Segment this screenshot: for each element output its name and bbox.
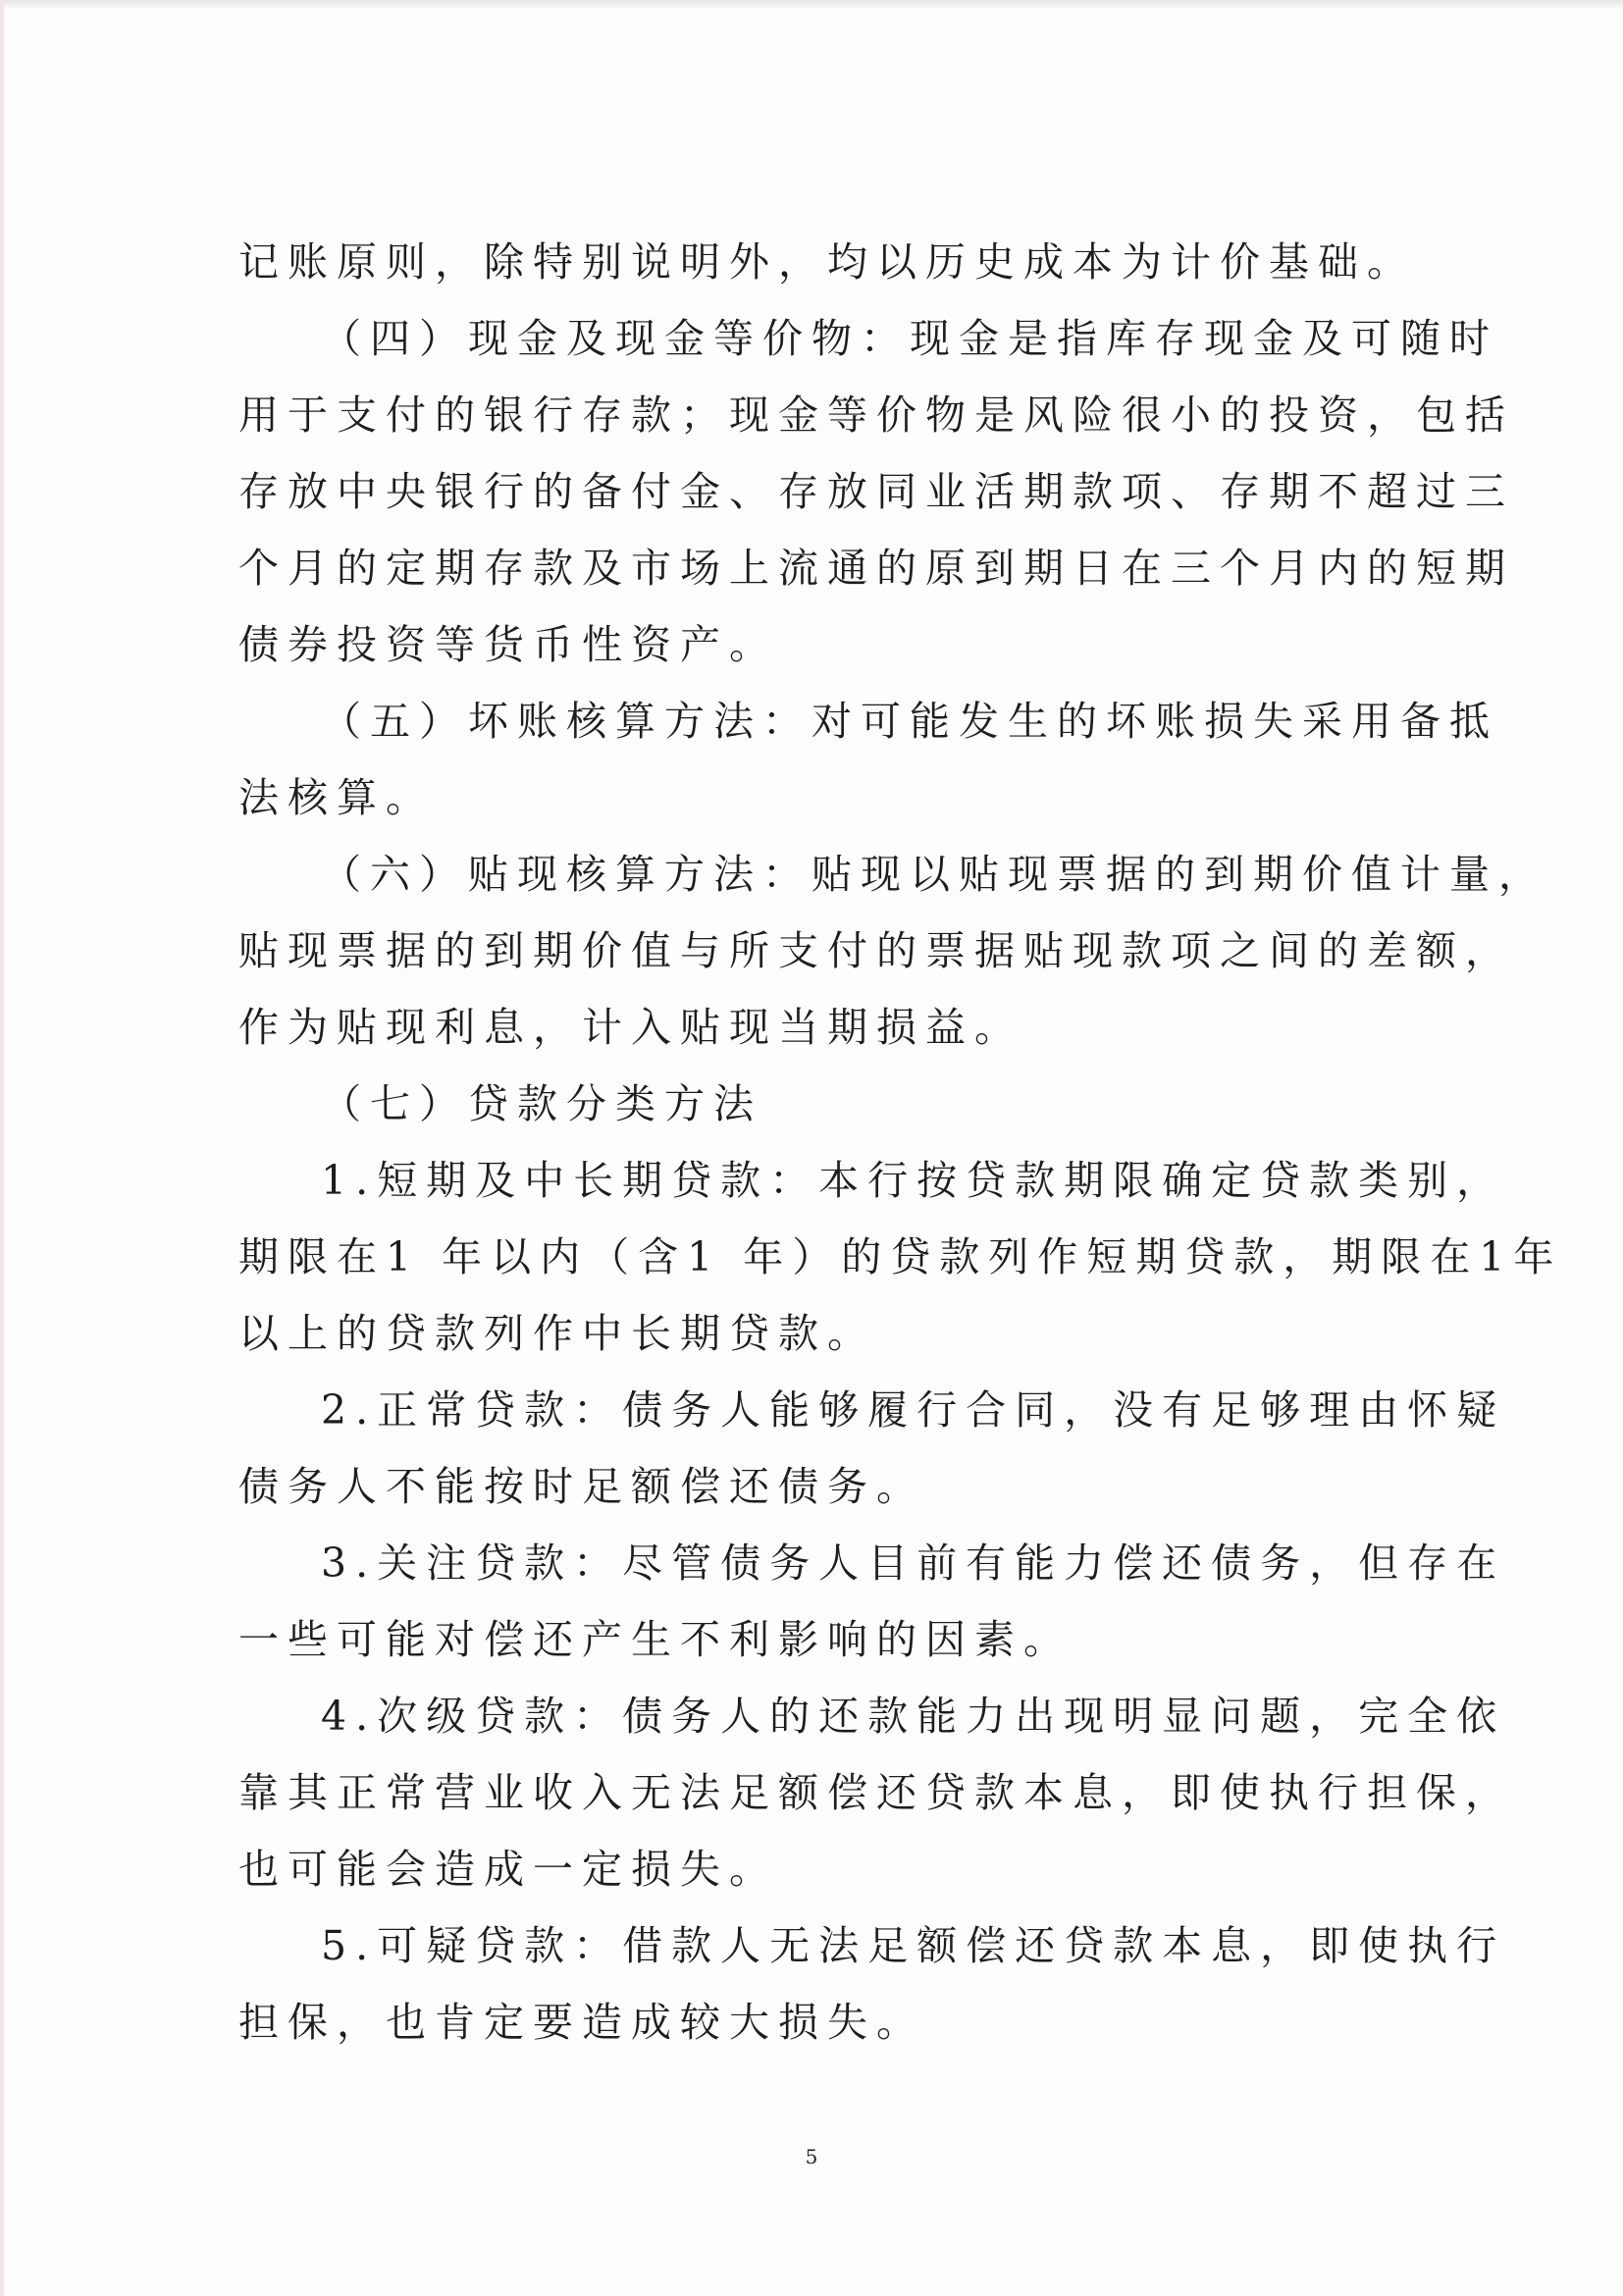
text-line: 法核算。 xyxy=(238,774,435,821)
text-line: 个月的定期存款及市场上流通的原到期日在三个月内的短期 xyxy=(238,545,1514,592)
text-line: 用于支付的银行存款；现金等价物是风险很小的投资，包括 xyxy=(238,391,1514,439)
text-line: 期限在1 年以内（含1 年）的贷款列作短期贷款，期限在1年 xyxy=(238,1233,1563,1280)
text-line: 贴现票据的到期价值与所支付的票据贴现款项之间的差额， xyxy=(238,927,1514,974)
text-line: 记账原则，除特别说明外，均以历史成本为计价基础。 xyxy=(238,238,1416,286)
scan-top-edge xyxy=(0,0,1623,10)
text-line: 债务人不能按时足额偿还债务。 xyxy=(238,1463,925,1510)
text-line: （四）现金及现金等价物：现金是指库存现金及可随时 xyxy=(321,315,1498,362)
text-line: 债券投资等货币性资产。 xyxy=(238,621,778,668)
page-number: 5 xyxy=(805,2145,818,2168)
text-line: 3.关注贷款：尽管债务人目前有能力偿还债务，但存在 xyxy=(321,1539,1506,1587)
document-body xyxy=(238,224,1563,2061)
section-heading: （七）贷款分类方法 xyxy=(321,1080,762,1127)
text-line: 4.次级贷款：债务人的还款能力出现明显问题，完全依 xyxy=(321,1693,1506,1740)
text-line: 5.可疑贷款：借款人无法足额偿还贷款本息，即使执行 xyxy=(321,1922,1506,1969)
text-line: 担保，也肯定要造成较大损失。 xyxy=(238,1999,925,2046)
text-line: 作为贴现利息，计入贴现当期损益。 xyxy=(238,1004,1023,1051)
text-line: 也可能会造成一定损失。 xyxy=(238,1846,778,1893)
text-line: 靠其正常营业收入无法足额偿还贷款本息，即使执行担保， xyxy=(238,1769,1514,1816)
text-line: 一些可能对偿还产生不利影响的因素。 xyxy=(238,1616,1073,1663)
text-line: （六）贴现核算方法：贴现以贴现票据的到期价值计量， xyxy=(321,851,1547,898)
text-line: 存放中央银行的备付金、存放同业活期款项、存期不超过三 xyxy=(238,468,1514,515)
text-line: 2.正常贷款：债务人能够履行合同，没有足够理由怀疑 xyxy=(321,1386,1506,1434)
text-line: （五）坏账核算方法：对可能发生的坏账损失采用备抵 xyxy=(321,698,1498,745)
text-line: 1.短期及中长期贷款：本行按贷款期限确定贷款类别， xyxy=(321,1157,1506,1204)
scan-left-edge xyxy=(0,0,4,2296)
text-line: 以上的贷款列作中长期贷款。 xyxy=(238,1310,876,1357)
